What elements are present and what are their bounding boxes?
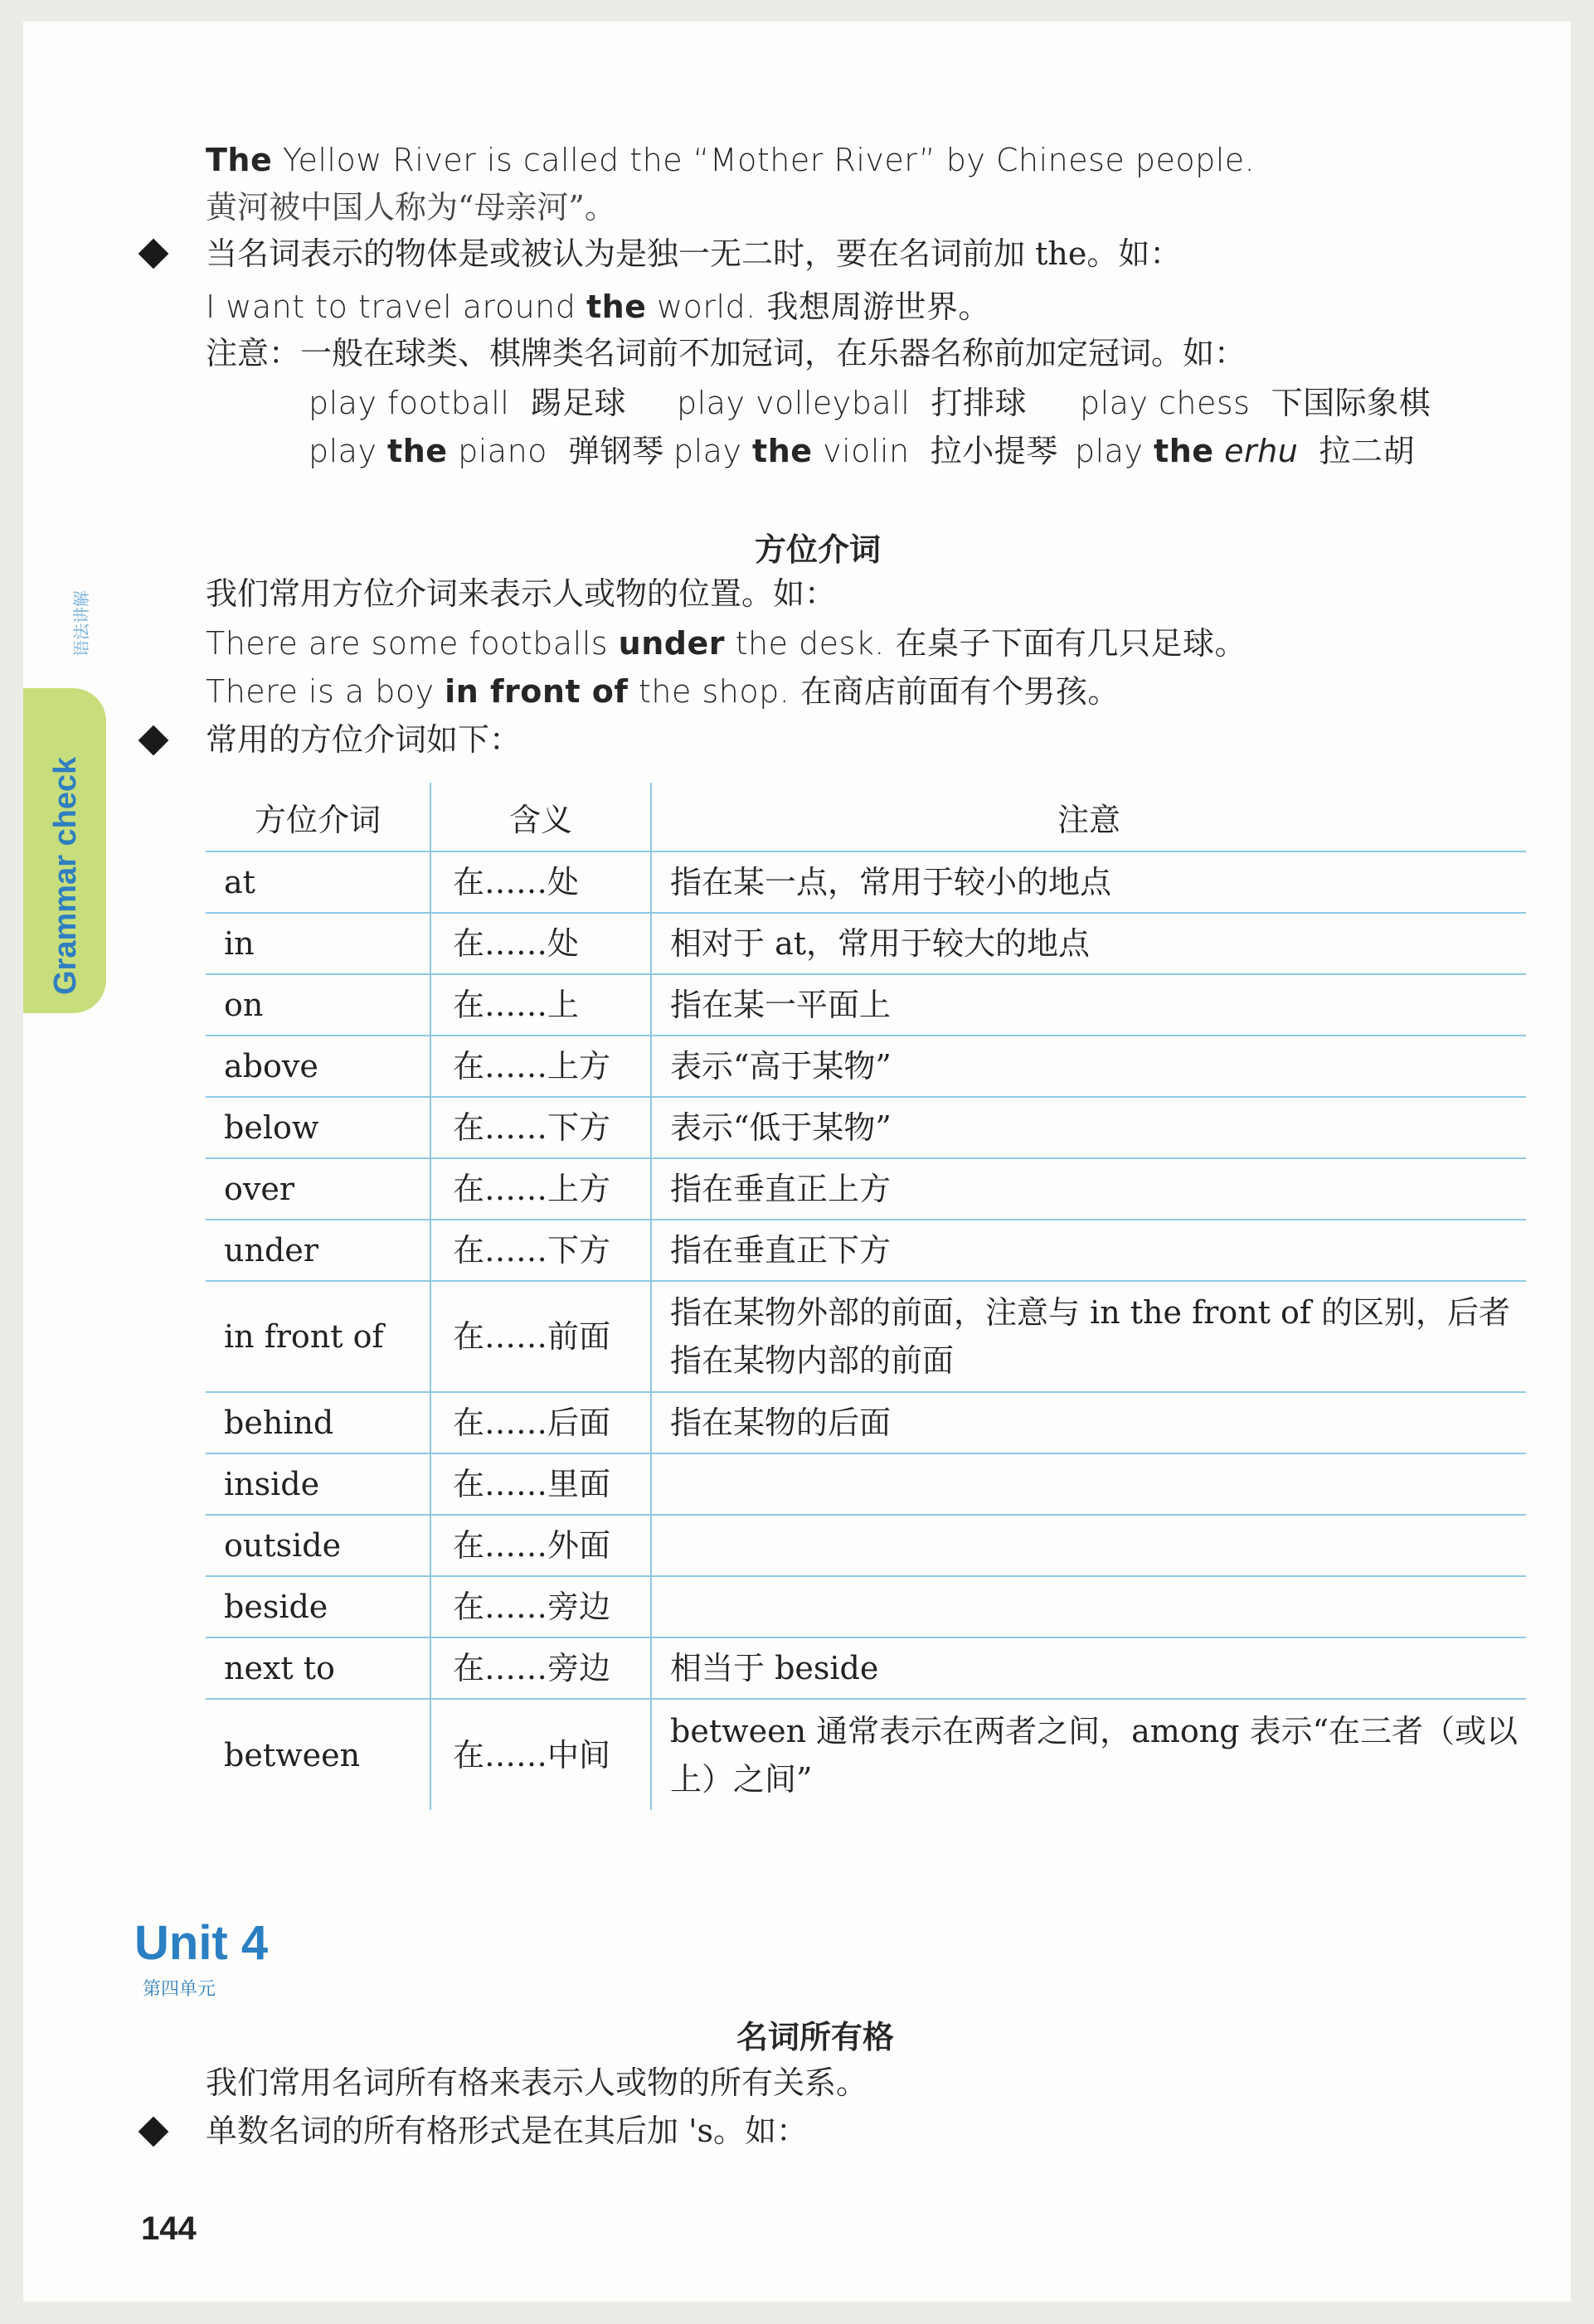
table-cell: inside [206,1453,430,1515]
prepositions-example-2: There is a boy in front of the shop. 在商店前面有个男孩。 [206,673,1120,710]
table-header-row [206,783,1526,851]
unique-rule-example: I want to travel around the world. 我想周游世界。 [206,289,990,325]
table-row [206,1220,1526,1281]
unit-subtitle: 第四单元 [143,1979,216,2000]
table-cell: on [206,974,430,1036]
note-example: play football 踢足球 [309,385,627,421]
table-cell: 在……处 [430,851,651,913]
prepositions-example-1: There are some footballs under the desk. 在桌子下面有几只足球。 [206,625,1247,662]
table-cell: outside [206,1515,430,1576]
table-cell: 在……上方 [430,1036,651,1097]
note-example: play volleyball 打排球 [677,385,1027,421]
prepositions-table [206,783,1526,1810]
table-row [206,1699,1526,1810]
unit-intro: 我们常用名词所有格来表示人或物的所有关系。 [206,2064,868,2101]
table-cell: 在……下方 [430,1220,651,1281]
table-cell: behind [206,1392,430,1453]
table-cell: 指在垂直正下方 [651,1220,1526,1281]
intro-example-en: The Yellow River is called the “Mother River” by Chinese people. [206,142,1256,178]
table-cell: over [206,1158,430,1220]
table-row [206,974,1526,1036]
table-cell: beside [206,1576,430,1637]
note-text: 注意：一般在球类、棋牌类名词前不加冠词，在乐器名称前加定冠词。如： [206,335,1247,371]
table-row [206,1281,1526,1392]
table-row [206,1392,1526,1453]
table-cell: in front of [206,1281,430,1392]
table-cell [651,1453,1526,1515]
table-cell: at [206,851,430,913]
table-cell: between 通常表示在两者之间，among 表示“在三者（或以上）之间” [651,1699,1526,1810]
table-cell: 相对于 at，常用于较大的地点 [651,913,1526,974]
table-row [206,913,1526,974]
note-example: play the violin 拉小提琴 [673,433,1058,469]
side-tab-sublabel: 语法讲解 [71,590,91,657]
table-cell: 在……后面 [430,1392,651,1453]
table-cell: 在……旁边 [430,1637,651,1699]
table-cell: 在……前面 [430,1281,651,1392]
table-row [206,1158,1526,1220]
table-cell: 在……处 [430,913,651,974]
table-cell: 表示“高于某物” [651,1036,1526,1097]
table-cell: below [206,1097,430,1158]
table-header: 注意 [1057,801,1120,838]
table-row [206,1576,1526,1637]
table-cell: 表示“低于某物” [651,1097,1526,1158]
table-cell: 相当于 beside [651,1637,1526,1699]
table-cell: next to [206,1637,430,1699]
table-row [206,1453,1526,1515]
table-cell: 指在某物外部的前面，注意与 in the front of 的区别，后者指在某物内部的前面 [651,1281,1526,1392]
table-cell: 在……上 [430,974,651,1036]
table-cell: 在……旁边 [430,1576,651,1637]
table-cell: 指在某一点，常用于较小的地点 [651,851,1526,913]
table-cell [651,1515,1526,1576]
unique-rule-text: 当名词表示的物体是或被认为是独一无二时，要在名词前加 the。如： [206,235,1182,272]
side-tab-label: Grammar check [48,756,83,995]
note-example: play chess 下国际象棋 [1080,385,1431,421]
table-header: 方位介词 [206,783,430,851]
table-cell: in [206,913,430,974]
prepositions-intro: 我们常用方位介词来表示人或物的位置。如： [206,575,837,612]
intro-example-cn: 黄河被中国人称为“母亲河”。 [206,189,616,226]
section-heading: 名词所有格 [736,2019,895,2055]
table-cell: between [206,1699,430,1810]
table-cell: 指在垂直正上方 [651,1158,1526,1220]
table-row [206,1637,1526,1699]
note-example: play the piano 弹钢琴 [309,433,664,469]
table-cell: 指在某物的后面 [651,1392,1526,1453]
table-cell: above [206,1036,430,1097]
note-example: play the erhu 拉二胡 [1075,433,1415,469]
prepositions-list-intro: 常用的方位介词如下： [206,721,522,758]
table-cell: 在……中间 [430,1699,651,1810]
table-row [206,851,1526,913]
table-cell: 在……外面 [430,1515,651,1576]
unit-title: Unit 4 [134,1916,269,1970]
table-header: 含义 [430,783,651,851]
section-heading: 方位介词 [755,531,882,568]
table-cell: 在……下方 [430,1097,651,1158]
unit-rule: 单数名词的所有格形式是在其后加 's。如： [206,2113,809,2149]
table-cell: 在……里面 [430,1453,651,1515]
table-cell: 在……上方 [430,1158,651,1220]
page-number: 144 [141,2210,197,2247]
table-cell: 指在某一平面上 [651,974,1526,1036]
table-cell [651,1576,1526,1637]
table-row [206,1515,1526,1576]
table-row [206,1036,1526,1097]
table-cell: under [206,1220,430,1281]
table-row [206,1097,1526,1158]
